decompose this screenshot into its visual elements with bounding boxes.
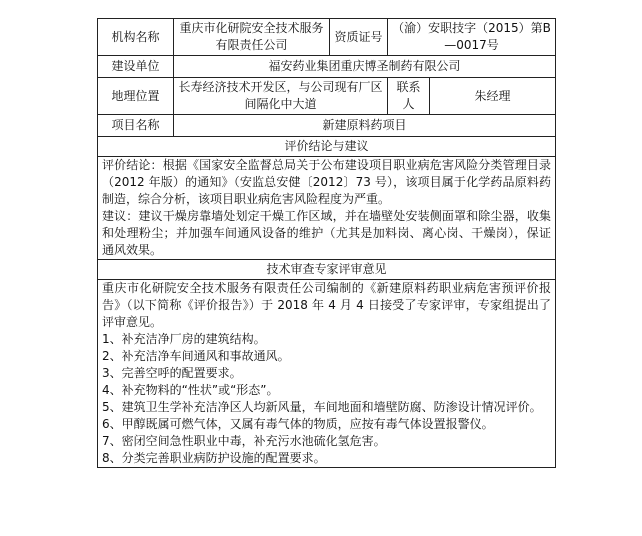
review-item: 6、甲醇既属可燃气体，又属有毒气体的物质，应按有毒气体设置报警仪。 — [102, 417, 494, 431]
org-name: 重庆市化研院安全技术服务有限责任公司 — [174, 19, 330, 56]
org-label: 机构名称 — [98, 19, 174, 56]
review-item: 4、补充物料的“性状”或“形态”。 — [102, 383, 279, 397]
project-info-form — [97, 18, 556, 468]
location-label: 地理位置 — [98, 78, 174, 115]
review-intro: 重庆市化研院安全技术服务有限责任公司编制的《新建原料药职业病危害预评价报告》（以下简称《评价报告》）于 2018 年 4 月 4 日接受了专家评审，专家组提出了评审意见。 — [102, 281, 551, 329]
eval-advice: 建议：建议干燥房靠墙处划定干燥工作区域，并在墙壁处安装侧面罩和除尘器，收集和处理粉尘；并加强车间通风设备的维护（尤其是加料岗、离心岗、干燥岗），保证通风效果。 — [102, 209, 551, 257]
eval-header: 评价结论与建议 — [98, 137, 556, 157]
cert-number: （渝）安职技字（2015）第B—0017号 — [388, 19, 556, 56]
location: 长寿经济技术开发区，与公司现有厂区间隔化中大道 — [174, 78, 388, 115]
project-label: 项目名称 — [98, 115, 174, 137]
review-item: 3、完善空呼的配置要求。 — [102, 366, 242, 380]
review-section — [98, 280, 556, 468]
review-item: 8、分类完善职业病防护设施的配置要求。 — [102, 451, 326, 465]
project-name: 新建原料药项目 — [174, 115, 556, 137]
cert-label: 资质证号 — [330, 19, 388, 56]
review-header: 技术审查专家评审意见 — [98, 260, 556, 280]
review-item: 2、补充洁净车间通风和事故通风。 — [102, 349, 290, 363]
contact: 朱经理 — [430, 78, 556, 115]
review-item: 1、补充洁净厂房的建筑结构。 — [102, 332, 266, 346]
build-unit: 福安药业集团重庆博圣制药有限公司 — [174, 56, 556, 78]
review-list — [102, 331, 551, 467]
contact-label: 联系人 — [388, 78, 430, 115]
review-item: 5、建筑卫生学补充洁净区人均新风量，车间地面和墙壁防腐、防渗设计情况评价。 — [102, 400, 542, 414]
review-item: 7、密闭空间急性职业中毒，补充污水池硫化氢危害。 — [102, 434, 386, 448]
eval-section — [98, 157, 556, 260]
eval-conclusion: 评价结论：根据《国家安全监督总局关于公布建设项目职业病危害风险分类管理目录（2012 年版）的通知》（安监总安健〔2012〕73 号），该项目属于化学药品原料药制造，综合分析，该项目职业病危害风险程度为严重。 — [102, 158, 551, 206]
build-unit-label: 建设单位 — [98, 56, 174, 78]
